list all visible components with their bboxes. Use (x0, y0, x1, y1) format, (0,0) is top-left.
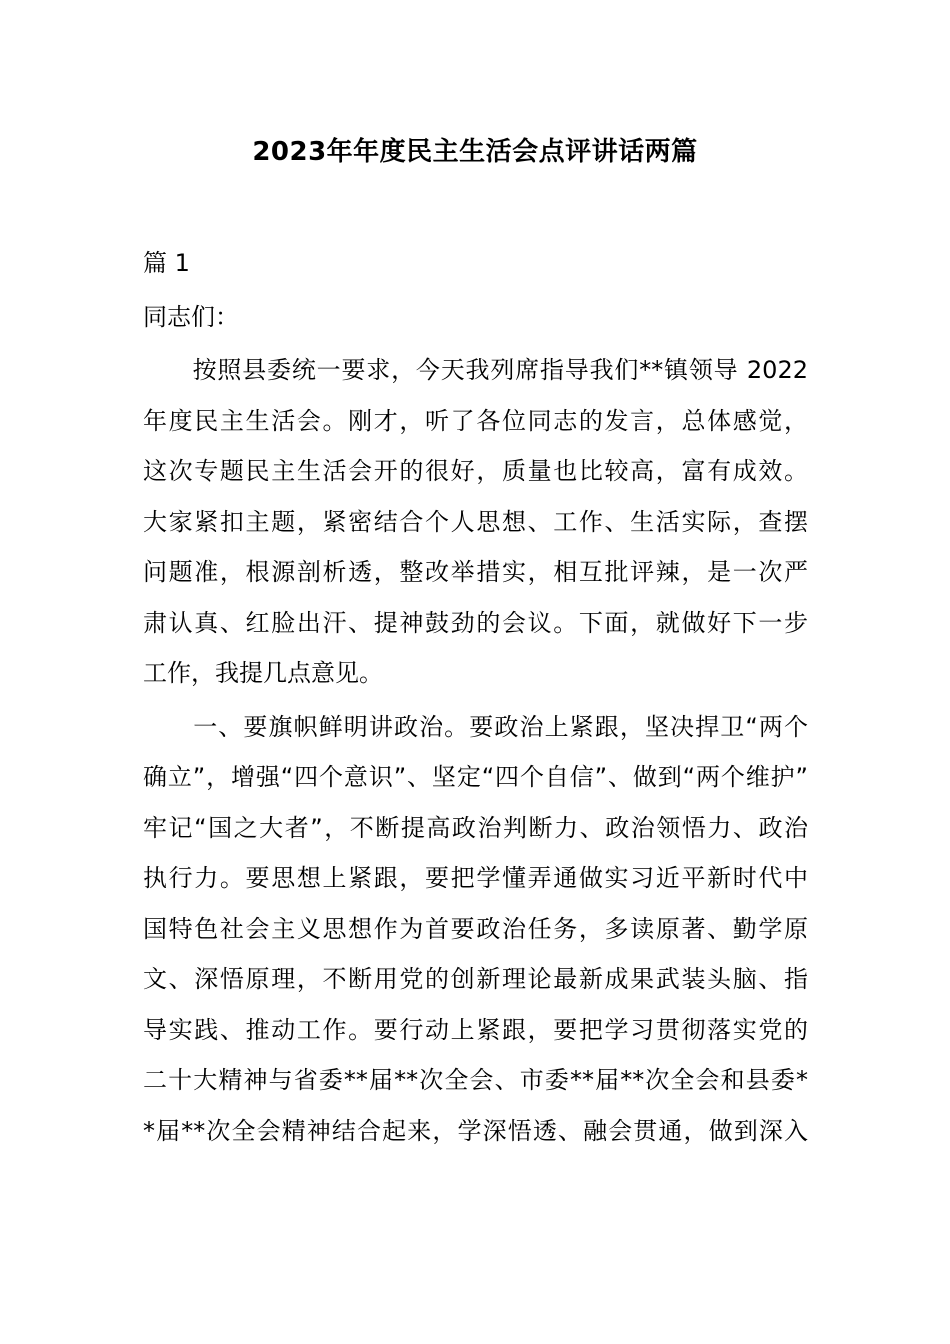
document-body (143, 238, 808, 1156)
paragraph-line: 按照县委统一要求，今天我列席指导我们**镇领导 2022 (143, 356, 808, 384)
paragraph-line: 肃认真、红脸出汗、提神鼓劲的会议。下面，就做好下一步 (143, 608, 808, 637)
salutation: 同志们： (143, 302, 239, 331)
paragraph-line: 大家紧扣主题，紧密结合个人思想、工作、生活实际，查摆 (143, 507, 808, 536)
paragraph-1 (143, 345, 808, 699)
paragraph-line: 工作，我提几点意见。 (143, 659, 383, 687)
paragraph-line: 牢记“国之大者”，不断提高政治判断力、政治领悟力、政治 (143, 813, 808, 842)
paragraph-line: 国特色社会主义思想作为首要政治任务，多读原著、勤学原 (143, 914, 808, 943)
paragraph-line: 问题准，根源剖析透，整改举措实，相互批评辣，是一次严 (143, 558, 808, 586)
section-heading: 篇 1 (143, 249, 190, 277)
document-title: 2023年年度民主生活会点评讲话两篇 (252, 137, 698, 167)
paragraph-line: 年度民主生活会。刚才，听了各位同志的发言，总体感觉， (143, 406, 808, 435)
paragraph-line: 文、深悟原理，不断用党的创新理论最新成果武装头脑、指 (143, 965, 808, 993)
paragraph-line: 导实践、推动工作。要行动上紧跟，要把学习贯彻落实党的 (143, 1015, 808, 1044)
paragraph-line: 确立”，增强“四个意识”、坚定“四个自信”、做到“两个维护” (143, 763, 808, 791)
paragraph-line: 这次专题民主生活会开的很好，质量也比较高，富有成效。 (143, 457, 808, 485)
paragraph-line: 执行力。要思想上紧跟，要把学懂弄通做实习近平新时代中 (143, 864, 808, 892)
paragraph-line: 二十大精神与省委**届**次全会、市委**届**次全会和县委* (143, 1066, 808, 1094)
paragraph-line: *届**次全会精神结合起来，学深悟透、融会贯通，做到深入 (143, 1116, 808, 1145)
paragraph-line: 一、要旗帜鲜明讲政治。要政治上紧跟，坚决捍卫“两个 (143, 712, 808, 741)
paragraph-2 (143, 702, 808, 1157)
